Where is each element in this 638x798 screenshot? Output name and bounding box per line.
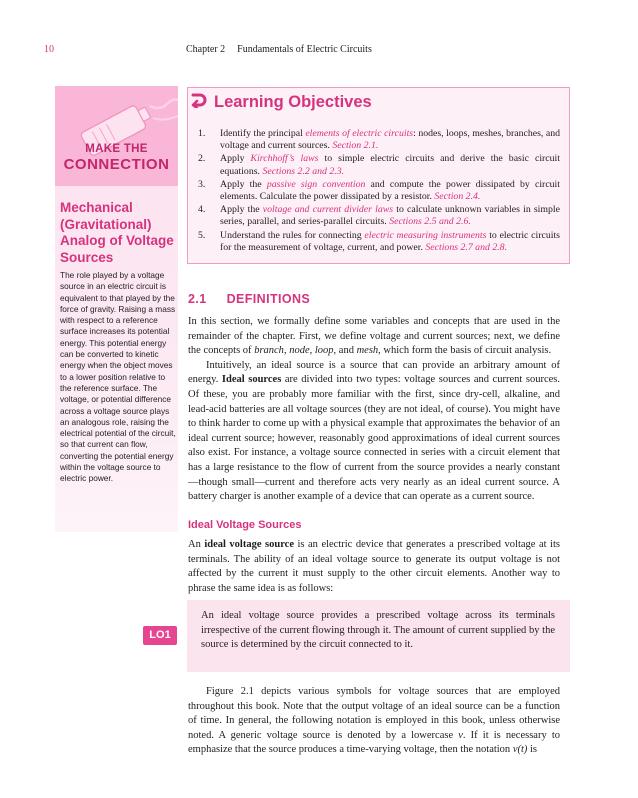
text-run: , which form the basis of circuit analysis. (378, 345, 552, 357)
make-the-text: MAKE THE (85, 143, 148, 155)
chapter-title: Fundamentals of Electric Circuits (237, 44, 372, 55)
definition-text: An ideal voltage source provides a prescribed voltage across its terminals irrespective of the current flowing through it. The amount of current supplied by the source is determined by the circuit connected to it. (201, 610, 555, 651)
text-run: is (527, 744, 538, 756)
item-text: Understand the rules for connecting (220, 229, 365, 241)
learning-objectives-title (190, 92, 372, 113)
item-number: 4. (198, 204, 206, 216)
item-number: 2. (198, 153, 206, 165)
list-item (198, 179, 560, 203)
list-item (198, 230, 560, 254)
paragraph-1 (188, 315, 560, 359)
text-run: , (283, 345, 290, 357)
term-branch: branch (254, 345, 284, 357)
item-emphasis: Kirchhoff’s laws (250, 153, 319, 165)
item-text: Identify the principal (220, 128, 306, 139)
item-text: Apply the (220, 204, 263, 216)
list-item (198, 204, 560, 228)
item-text: to electric circuits for the measurement of voltage, current, and power. (220, 229, 560, 253)
section-ref: Section 2.4. (434, 191, 481, 203)
section-ref: Sections 2.7 and 2.8. (425, 241, 508, 253)
text-run: is an electric device that generates a prescribed voltage at its terminals. The ability of an ideal voltage source to generate its output voltage is not affected by the current it must supply to the other circuit elements. Another way to phrase the same idea is as follows: (188, 539, 560, 594)
item-emphasis: elements of electric circuits (305, 128, 414, 139)
learning-objectives-list (198, 128, 560, 255)
term-mesh: mesh (356, 345, 379, 357)
text-run: An (188, 539, 205, 550)
symbol-vt: v(t) (512, 744, 528, 756)
page-number: 10 (44, 44, 54, 55)
item-number: 1. (198, 128, 206, 139)
item-text: Apply the (220, 178, 267, 190)
list-item (198, 153, 560, 177)
section-body (188, 315, 560, 505)
term-loop: loop (314, 345, 334, 357)
text-run: Intuitively, an ideal source is a source that can provide an arbitrary amount of energy. (188, 359, 560, 386)
item-text: and compute the power dissipated by circuit elements. Calculate the power dissipated by a resistor. (220, 178, 561, 203)
paragraph-2 (188, 359, 560, 505)
chapter-label: Chapter 2 (186, 44, 226, 55)
section-ref: Section 2.1. (332, 140, 379, 152)
sidebar-heading: Mechanical (Gravitational) Analog of Voltage Sources (60, 200, 174, 265)
section-ref: Sections 2.5 and 2.6. (389, 216, 471, 228)
item-emphasis: passive sign convention (266, 178, 366, 190)
term-ideal-voltage-source: ideal voltage source (204, 539, 294, 550)
paragraph-3 (188, 538, 560, 596)
item-emphasis: electric measuring instruments (364, 229, 487, 241)
lo1-badge: LO1 (143, 626, 177, 645)
item-text: Apply (220, 153, 251, 165)
sidebar-body: The role played by a voltage source in an electric circuit is equivalent to that played by the force of gravity. Raising a mass with respect to a reference surface increases its potential energy. This potential energy can be converted to kinetic energy when the object moves to a lower position relative to the reference surface. The voltage, or potential difference across a voltage source plays an analogous role, raising the electrical potential of the circuit, so that current can flow, converting the potential energy within the voltage source to electric power. (60, 270, 176, 484)
item-number: 3. (198, 178, 206, 190)
running-header (186, 44, 372, 56)
text-run: , (309, 345, 315, 357)
section-heading (188, 292, 310, 307)
text-run: are divided into two types: voltage sources and current sources. Of these, you are probably more familiar with the first, since dry-cell, alkaline, and lead-acid batteries are all voltage sources (they are not ideal, of course). You might have to think harder to come up with a physical example that approximates the behavior of an ideal current source; however, reasonably good approximations of ideal current sources also exist. For instance, a voltage source connected in series with a circuit element that has a large resistance to the flow of current from the source provides a nearly constant—though small—current and therefore acts very nearly as an ideal current source. A battery charger is another example of a device that can operate as a current source. (188, 374, 560, 503)
item-number: 5. (198, 229, 206, 241)
item-emphasis: voltage and current divider laws (262, 204, 394, 216)
section-ref: Sections 2.2 and 2.3. (262, 165, 345, 177)
item-text: : nodes, loops, meshes, branches, and voltage and current sources. (220, 128, 561, 152)
list-item (198, 128, 560, 152)
make-the-connection-label (55, 143, 178, 174)
section-title: DEFINITIONS (226, 292, 311, 306)
learning-objectives-title-text: Learning Objectives (214, 93, 372, 111)
symbol-v: v (458, 729, 463, 741)
connection-text: CONNECTION (63, 156, 170, 173)
section-number: 2.1 (188, 292, 207, 306)
text-run: Figure 2.1 depicts various symbols for voltage sources that are employed throughout this book. Note that the output voltage of an ideal source can be a function of time. In general, the following notation is employed in this book, unless otherwise noted. A generic voltage source is denoted by a lowercase (188, 686, 560, 741)
text-run: In this section, we formally define some variables and concepts that are used in the remainder of the chapter. First, we define voltage and current sources; next, we define the concepts of (188, 316, 560, 357)
curved-arrow-icon (190, 92, 210, 113)
term-ideal-sources: Ideal sources (221, 374, 282, 386)
item-text: to calculate unknown variables in simple series, parallel, and series-parallel circuits. (220, 204, 560, 228)
text-run: . If it is necessary to emphasize that the source produces a time-varying voltage, then the notation (188, 729, 560, 756)
subsection-heading: Ideal Voltage Sources (188, 519, 302, 531)
text-run: , and (333, 345, 357, 357)
paragraph-4 (188, 685, 560, 758)
item-text: to simple electric circuits and derive the basic circuit equations. (220, 153, 560, 177)
term-node: node (289, 345, 310, 357)
